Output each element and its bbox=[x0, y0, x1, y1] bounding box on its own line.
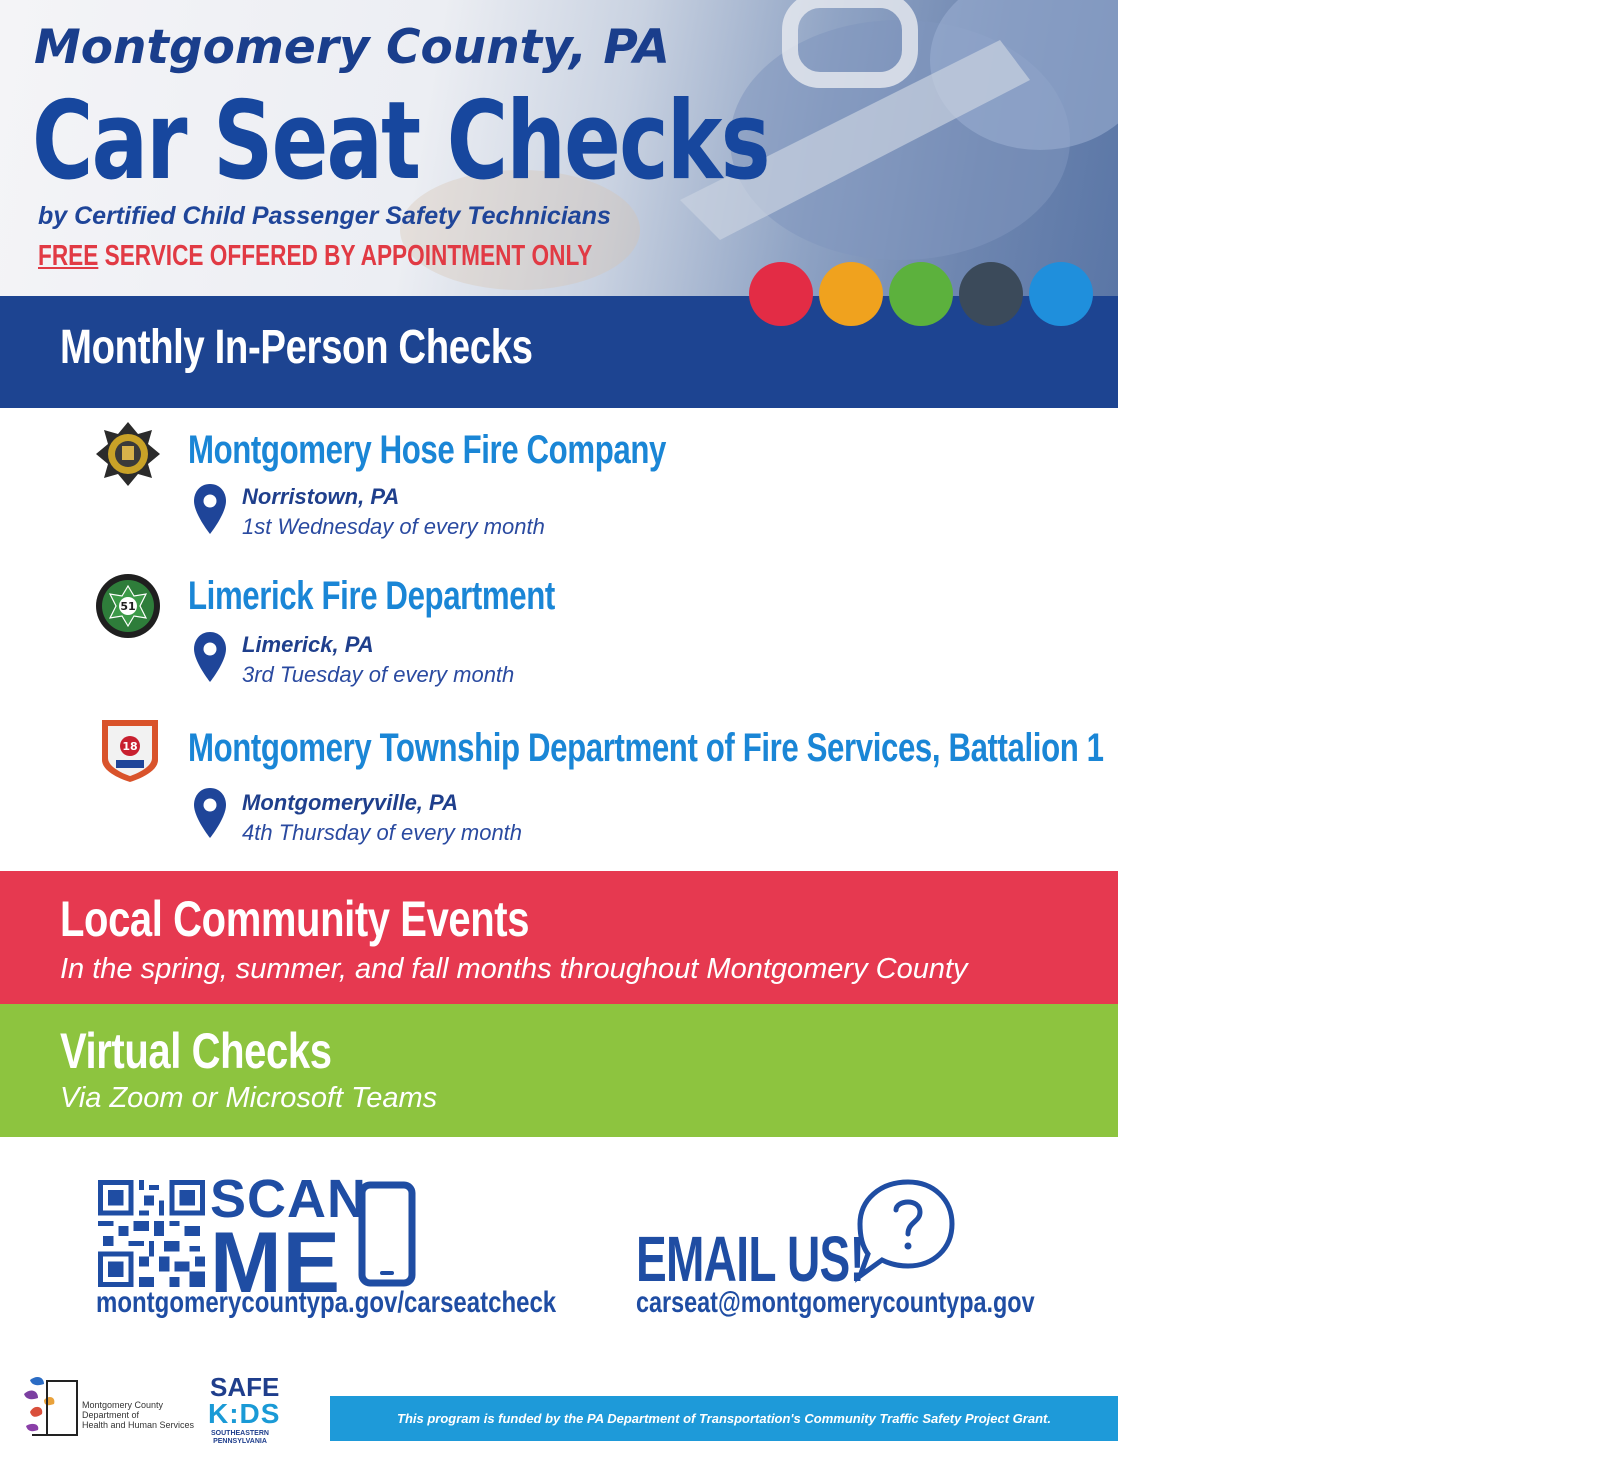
header-subtitle: by Certified Child Passenger Safety Technicians bbox=[38, 202, 611, 230]
free-word: FREE bbox=[38, 240, 99, 272]
header-banner bbox=[0, 0, 1118, 296]
location-2-schedule: 3rd Tuesday of every month bbox=[242, 662, 515, 687]
badge-number-51: 51 bbox=[120, 600, 136, 613]
fire-company-badge-icon bbox=[94, 420, 162, 488]
safe-kids-region-line-2: PENNSYLVANIA bbox=[213, 1438, 267, 1445]
location-2-name: Limerick Fire Department bbox=[188, 574, 555, 618]
email-address-link[interactable]: carseat@montgomerycountypa.gov bbox=[636, 1286, 1035, 1319]
me-word: ME bbox=[210, 1215, 341, 1311]
location-pin-icon bbox=[192, 630, 228, 684]
header-kicker: Montgomery County, PA bbox=[34, 20, 670, 75]
email-heading: EMAIL US! bbox=[636, 1223, 865, 1295]
dhhs-name bbox=[82, 1400, 202, 1430]
fire-department-51-badge-icon bbox=[94, 572, 162, 640]
location-3-schedule: 4th Thursday of every month bbox=[242, 820, 523, 845]
community-events-subtitle: In the spring, summer, and fall months throughout Montgomery County bbox=[60, 953, 968, 985]
smartphone-icon bbox=[358, 1181, 416, 1287]
dhhs-logo-icon bbox=[22, 1372, 82, 1440]
color-dot-orange bbox=[819, 262, 883, 326]
funding-text: This program is funded by the PA Department of Transportation's Community Traffic Safety Project Grant. bbox=[397, 1411, 1051, 1426]
free-rest: SERVICE OFFERED BY APPOINTMENT ONLY bbox=[98, 240, 593, 272]
safe-kids-logo-kids: K:DS bbox=[208, 1398, 281, 1429]
safe-kids-region bbox=[210, 1430, 270, 1446]
safe-kids-region-line-1: SOUTHEASTERN bbox=[211, 1430, 269, 1437]
location-1-name: Montgomery Hose Fire Company bbox=[188, 428, 666, 472]
virtual-checks-title: Virtual Checks bbox=[60, 1023, 332, 1079]
location-pin-icon bbox=[192, 482, 228, 536]
monthly-title: Monthly In-Person Checks bbox=[60, 321, 533, 374]
location-3-city: Montgomeryville, PA bbox=[242, 790, 458, 815]
scan-url-link[interactable]: montgomerycountypa.gov/carseatcheck bbox=[96, 1286, 557, 1319]
dhhs-line-3: Health and Human Services bbox=[82, 1420, 195, 1430]
funding-bar bbox=[330, 1396, 1118, 1441]
free-service-note bbox=[38, 240, 592, 273]
location-1-city: Norristown, PA bbox=[242, 484, 400, 509]
location-2-city: Limerick, PA bbox=[242, 632, 374, 657]
color-dot-blue bbox=[1029, 262, 1093, 326]
color-dot-green bbox=[889, 262, 953, 326]
color-dot-red bbox=[749, 262, 813, 326]
page-title: Car Seat Checks bbox=[32, 79, 769, 204]
qr-code-icon[interactable] bbox=[98, 1180, 205, 1287]
virtual-checks-subtitle: Via Zoom or Microsoft Teams bbox=[60, 1082, 438, 1114]
community-events-title: Local Community Events bbox=[60, 891, 530, 947]
location-3-name: Montgomery Township Department of Fire Services, Battalion 1 bbox=[188, 726, 1104, 770]
dhhs-line-2: Department of bbox=[82, 1410, 140, 1420]
safe-kids-logo-safe: SAFE bbox=[210, 1372, 280, 1402]
location-1-schedule: 1st Wednesday of every month bbox=[242, 514, 545, 539]
dhhs-line-1: Montgomery County bbox=[82, 1400, 164, 1410]
color-dot-gray bbox=[959, 262, 1023, 326]
question-speech-bubble-icon bbox=[852, 1176, 958, 1284]
fire-services-18-patch-icon bbox=[96, 716, 164, 784]
scan-word: SCAN bbox=[210, 1169, 368, 1229]
location-pin-icon bbox=[192, 786, 228, 840]
badge-number-18: 18 bbox=[122, 740, 138, 753]
